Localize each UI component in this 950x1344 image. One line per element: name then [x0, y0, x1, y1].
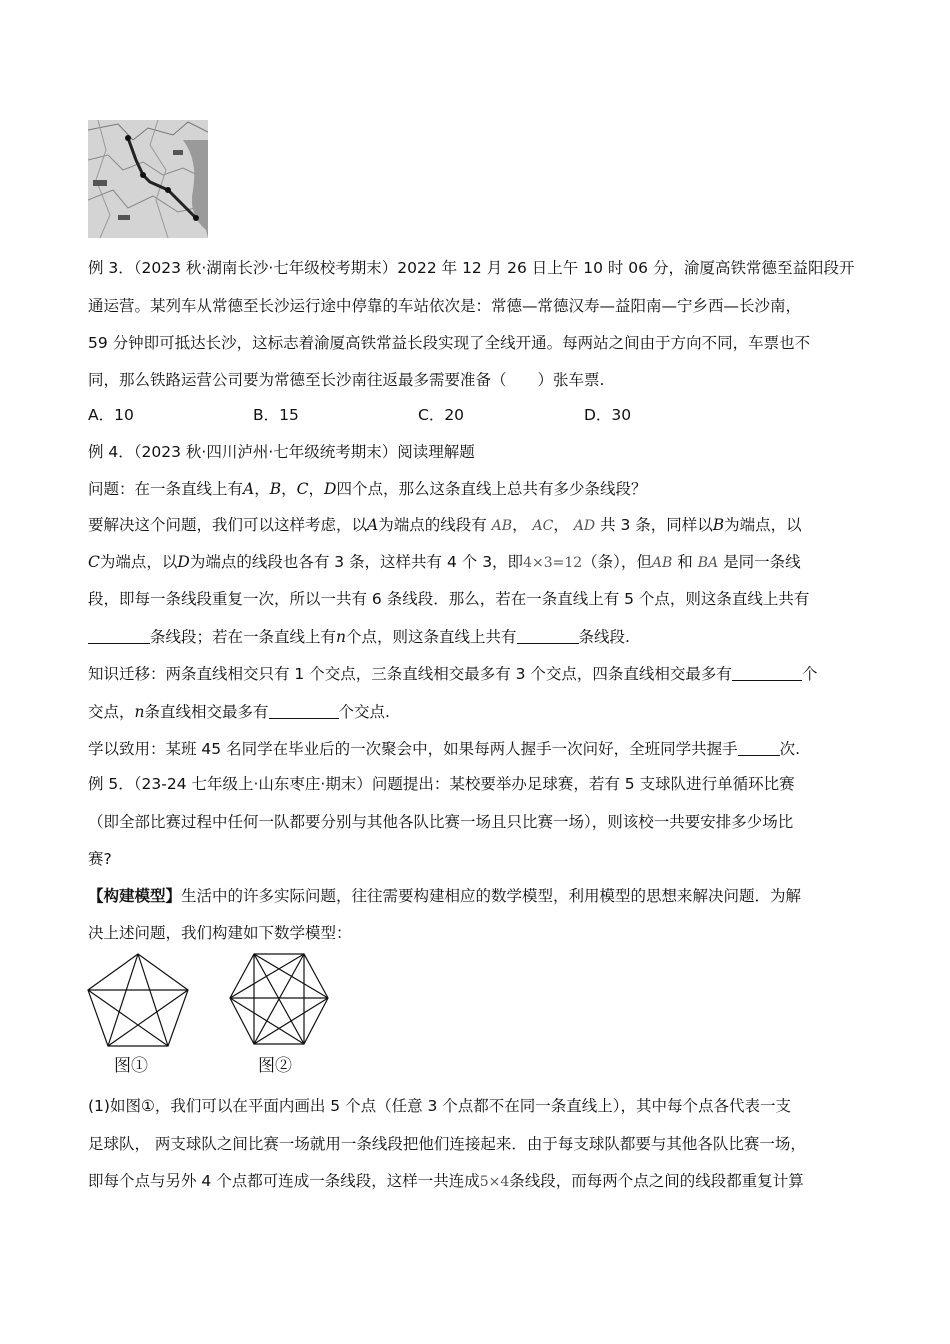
text-fragment: 条线段；若在一条直线上有: [150, 628, 337, 646]
variable-n: n: [336, 628, 346, 646]
text-fragment: 即每个点与另外 4 个点都可连成一条线段，这样一共连成: [88, 1172, 480, 1190]
text-fragment: 和: [677, 553, 693, 571]
point-d: D: [177, 553, 190, 571]
point-a: A: [243, 480, 255, 498]
equation-5x4: 5×4: [479, 1174, 510, 1190]
ex3-line-3: 59 分钟即可抵达长沙，这标志着渝厦高铁常益长段实现了全线开通。每两站之间由于方向不同，车票也不: [88, 334, 811, 352]
answer-blank[interactable]: [517, 627, 579, 644]
segment-ac: AC: [532, 518, 554, 534]
point-c: C: [296, 480, 309, 498]
ex4-q-post: 四个点，那么这条直线上总共有多少条线段？: [336, 480, 647, 498]
text-fragment: 为端点，以: [724, 516, 802, 534]
point-b: B: [269, 480, 282, 498]
variable-n: n: [134, 703, 145, 721]
ex4-line-3: 要解决这个问题，我们可以这样考虑，以A为端点的线段有 AB， AC， AD 共 3 条，同样以B为端点，以: [88, 516, 802, 534]
railway-map-image: [88, 120, 208, 238]
segment-ba: BA: [697, 555, 719, 571]
ex5-line-4: [88, 886, 862, 906]
text-fragment: 交点，: [88, 703, 135, 721]
text-fragment: 条线段，而每两个点之间的线段都重复计算: [509, 1172, 804, 1190]
option-b: B．15: [253, 406, 299, 424]
ex4-question: 问题：在一条直线上有A，B，C，D四个点，那么这条直线上总共有多少条线段？: [88, 480, 647, 498]
ex4-line-1: 例 4．（2023 秋·四川泸州·七年级统考期末）阅读理解题: [88, 443, 475, 461]
figure-2-caption: 图②: [258, 1056, 292, 1076]
text-fragment: 个: [801, 665, 818, 683]
ex4-line-9: [88, 739, 862, 759]
option-c: C．20: [418, 406, 465, 424]
text-fragment: 生活中的许多实际问题，往往需要构建相应的数学模型，利用模型的思想来解决问题．为解: [181, 887, 802, 905]
ex4-line-5: 段，即每一条线段重复一次，所以一共有 6 条线段．那么，若在一条直线上有 5 个点，则这条直线上共有: [88, 590, 810, 608]
answer-blank[interactable]: [732, 664, 802, 681]
text-fragment: 学以致用：某班 45 名同学在毕业后的一次聚会中，如果每两人握手一次问好，全班同学共握手: [88, 740, 738, 758]
text-fragment: 为端点，以: [99, 553, 178, 571]
option-d: D．30: [584, 406, 632, 424]
point-d: D: [324, 480, 337, 498]
model-tag: 【构建模型】: [88, 887, 182, 905]
segment-ad: AD: [573, 518, 596, 534]
option-a: A．10: [88, 406, 134, 424]
figure-1-caption: 图①: [114, 1056, 148, 1076]
point-b: B: [712, 516, 725, 534]
ex4-line-7: [88, 664, 862, 684]
segment-ab: AB: [651, 555, 673, 571]
answer-blank[interactable]: [88, 627, 150, 644]
text-fragment: 要解决这个问题，我们可以这样考虑，以: [88, 516, 368, 534]
equation-4x3: 4×3=12: [523, 555, 583, 571]
text-fragment: 是同一条线: [723, 553, 801, 571]
ex5-line-3: 赛?: [88, 850, 112, 868]
text-fragment: 条线段.: [578, 628, 630, 646]
ex5-line-5: 决上述问题，我们构建如下数学模型：: [88, 924, 352, 942]
text-fragment: 个点，则这条直线上共有: [346, 628, 517, 646]
text-fragment: 个交点.: [338, 703, 390, 721]
ex4-line-8: [88, 702, 862, 722]
ex4-q-pre: 问题：在一条直线上有: [88, 480, 244, 498]
text-fragment: 为端点的线段也各有 3 条，这样共有 4 个 3，即: [189, 553, 524, 571]
ex4-line-6: [88, 627, 862, 647]
ex5-para-1: (1)如图①，我们可以在平面内画出 5 个点（任意 3 个点都不在同一条直线上），其中每个点各代表一支: [88, 1097, 792, 1115]
pentagon-figure: [84, 950, 194, 1050]
ex5-line-1: 例 5．（23-24 七年级上·山东枣庄·期末）问题提出：某校要举办足球赛，若有 5 支球队进行单循环比赛: [88, 775, 795, 793]
point-a: A: [367, 516, 379, 534]
hexagon-figure: [226, 950, 332, 1050]
ex3-line-4: 同，那么铁路运营公司要为常德至长沙南往返最多需要准备（ ）张车票.: [88, 371, 605, 389]
ex5-line-2: （即全部比赛过程中任何一队都要分别与其他各队比赛一场且只比赛一场），则该校一共要安排多少场比: [88, 813, 794, 831]
answer-blank[interactable]: [738, 739, 780, 756]
text-fragment: 知识迁移：两条直线相交只有 1 个交点，三条直线相交最多有 3 个交点，四条直线相交最多有: [88, 665, 732, 683]
text-fragment: 共 3 条，同样以: [600, 516, 713, 534]
ex5-para-2: 足球队， 两支球队之间比赛一场就用一条线段把他们连接起来．由于每支球队都要与其他各队比赛一场，: [88, 1135, 806, 1153]
ex3-line-1: 例 3．（2023 秋·湖南长沙·七年级校考期末）2022 年 12 月 26 日上午 10 时 06 分，渝厦高铁常德至益阳段开: [88, 259, 855, 277]
point-c: C: [88, 553, 100, 571]
text-fragment: （条），但: [582, 553, 652, 571]
ex4-line-4: [88, 552, 862, 573]
text-fragment: 次.: [779, 740, 801, 758]
ex5-para-3: [88, 1171, 862, 1192]
answer-blank[interactable]: [269, 702, 339, 719]
text-fragment: 为端点的线段有: [378, 516, 487, 534]
segment-ab: AB: [491, 518, 513, 534]
ex3-line-2: 通运营。某列车从常德至长沙运行途中停靠的车站依次是：常德—常德汉寿—益阳南—宁乡西—长沙南，: [88, 297, 802, 315]
text-fragment: 条直线相交最多有: [144, 703, 269, 721]
